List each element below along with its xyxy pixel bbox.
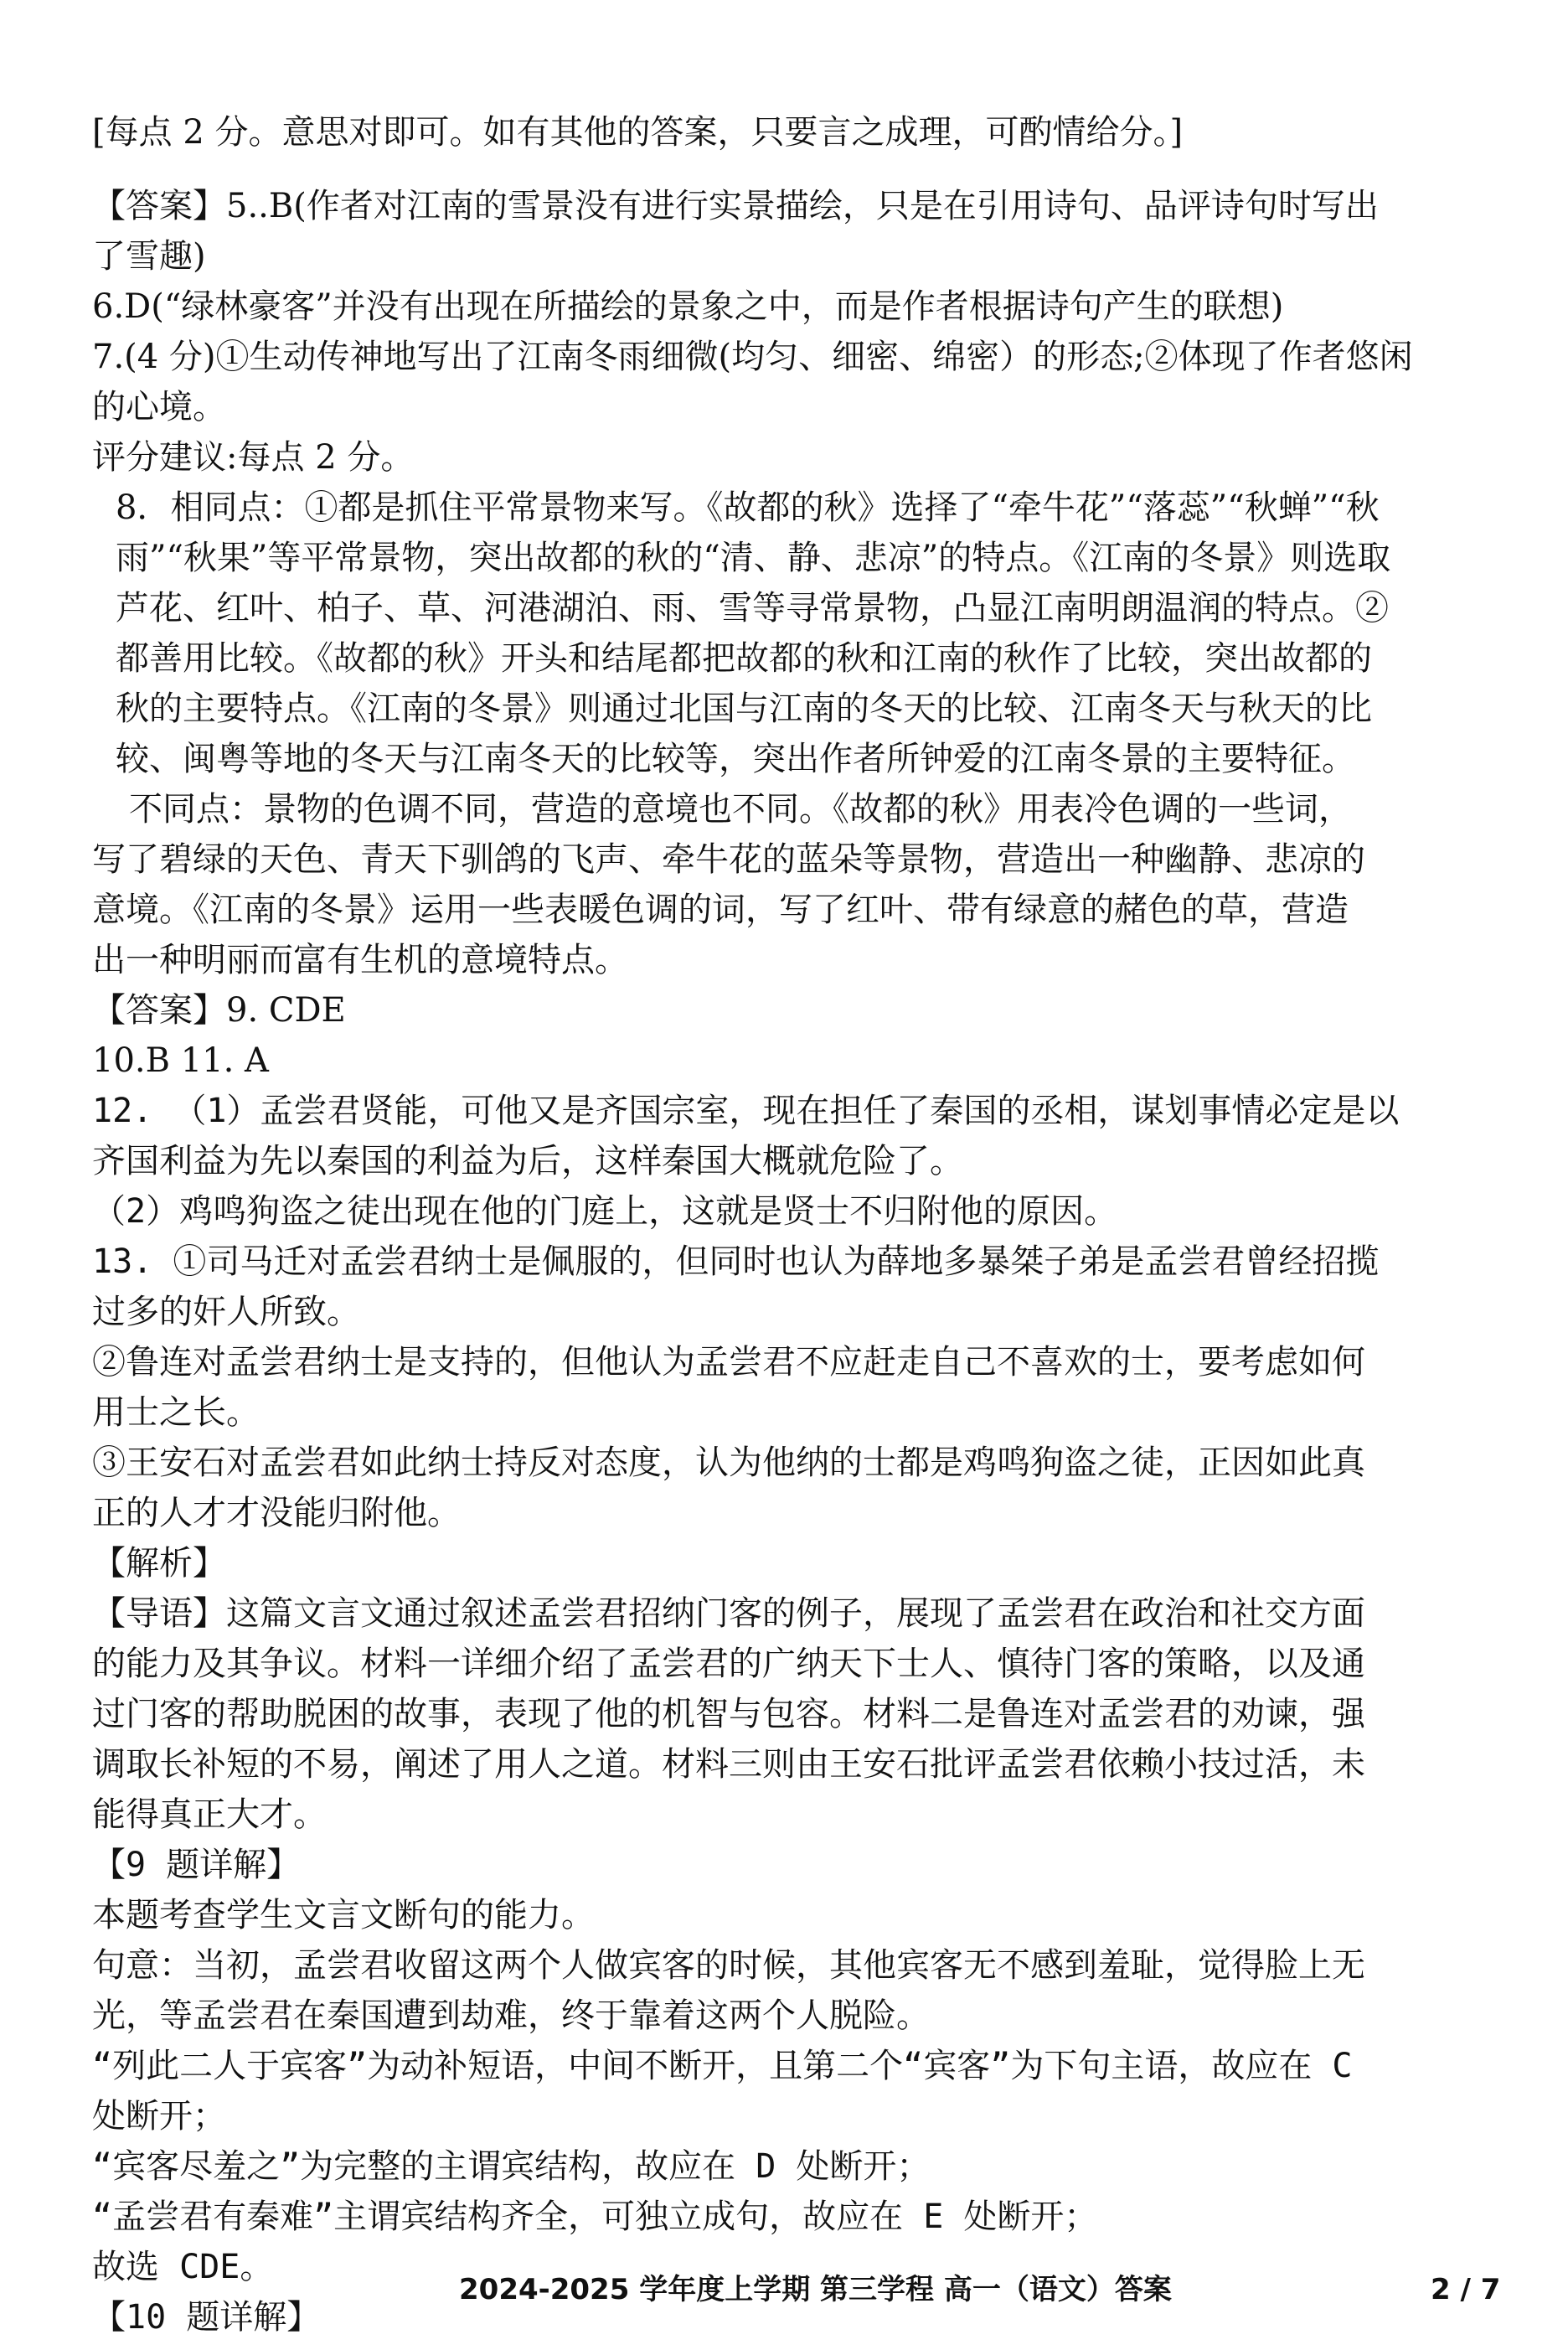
text-line: 秋的主要特点。《江南的冬景》则通过北国与江南的冬天的比较、江南冬天与秋天的比 [116,690,1372,728]
text-line: 用士之长。 [92,1393,260,1432]
text-line: 8．相同点：①都是抓住平常景物来写。《故都的秋》选择了“牵牛花”“落蕊”“秋蝉”“秋 [116,488,1380,527]
text-line: 【答案】5..B(作者对江南的雪景没有进行实景描绘，只是在引用诗句、品评诗句时写出 [92,187,1379,225]
text-line: 较、闽粤等地的冬天与江南冬天的比较等，突出作者所钟爱的江南冬景的主要特征。 [116,740,1355,778]
page-number: 2 / 7 [1431,2273,1501,2306]
text-line: 处断开； [92,2097,226,2136]
text-line: [每点 2 分。意思对即可。如有其他的答案，只要言之成理，可酌情给分。] [92,113,1184,152]
text-line: 都善用比较。《故都的秋》开头和结尾都把故都的秋和江南的秋作了比较，突出故都的 [116,639,1372,678]
text-line: 正的人才才没能归附他。 [92,1494,461,1532]
text-line: 【解析】 [92,1544,226,1583]
text-line: 评分建议:每点 2 分。 [92,438,415,477]
text-line: ③王安石对孟尝君如此纳士持反对态度，认为他纳的士都是鸡鸣狗盗之徒，正因如此真 [92,1444,1365,1482]
text-line: 能得真正大才。 [92,1795,327,1834]
text-line: 不同点：景物的色调不同，营造的意境也不同。《故都的秋》用表冷色调的一些词， [129,790,1352,829]
text-line: 光，等孟尝君在秦国遭到劫难，终于靠着这两个人脱险。 [92,1996,930,2035]
text-line: 调取长补短的不易，阐述了用人之道。材料三则由王安石批评孟尝君依赖小技过活，未 [92,1745,1365,1784]
text-line: 出一种明丽而富有生机的意境特点。 [92,941,628,979]
text-line: 【9 题详解】 [92,1846,301,1884]
text-line: 写了碧绿的天色、青天下驯鸽的飞声、牵牛花的蓝朵等景物，营造出一种幽静、悲凉的 [92,840,1365,879]
text-line: 芦花、红叶、柏子、草、河港湖泊、雨、雪等寻常景物，凸显江南明朗温润的特点。② [116,589,1389,628]
text-line: 意境。《江南的冬景》运用一些表暖色调的词，写了红叶、带有绿意的赭色的草，营造 [92,891,1349,929]
answer-page-body [92,107,1499,2342]
text-line: 【10 题详解】 [92,2298,321,2337]
text-line: 过多的奸人所致。 [92,1293,360,1331]
text-line: 的能力及其争议。材料一详细介绍了孟尝君的广纳天下士人、慎待门客的策略，以及通 [92,1645,1365,1683]
text-line: 【导语】这篇文言文通过叙述孟尝君招纳门客的例子，展现了孟尝君在政治和社交方面 [92,1594,1365,1633]
text-line: 了雪趣) [92,237,206,276]
text-line: “宾客尽羞之”为完整的主谓宾结构，故应在 D 处断开； [92,2147,931,2186]
text-line: “孟尝君有秦难”主谓宾结构齐全，可独立成句，故应在 E 处断开； [92,2198,1098,2236]
text-line: 齐国利益为先以秦国的利益为后，这样秦国大概就危险了。 [92,1142,963,1180]
text-line: ②鲁连对孟尝君纳士是支持的，但他认为孟尝君不应赶走自己不喜欢的士，要考虑如何 [92,1343,1365,1382]
text-line: 12. （1）孟尝君贤能，可他又是齐国宗室，现在担任了秦国的丞相，谋划事情必定是以 [92,1092,1400,1130]
text-line: 的心境。 [92,388,226,426]
text-line: 13. ①司马迁对孟尝君纳士是佩服的，但同时也认为薛地多暴桀子弟是孟尝君曾经招揽 [92,1242,1380,1281]
text-line: 句意：当初，孟尝君收留这两个人做宾客的时候，其他宾客无不感到羞耻，觉得脸上无 [92,1946,1365,1985]
text-line: 【答案】9. CDE [92,991,346,1030]
text-line: 雨”“秋果”等平常景物，突出故都的秋的“清、静、悲凉”的特点。《江南的冬景》则选取 [116,539,1391,577]
text-line: （2）鸡鸣狗盗之徒出现在他的门庭上，这就是贤士不归附他的原因。 [92,1192,1118,1231]
footer-title: 2024-2025 学年度上学期 第三学程 高一（语文）答案 [459,2273,1172,2306]
text-line: 10.B 11. A [92,1041,269,1080]
text-line: “列此二人于宾客”为动补短语，中间不断开，且第二个“宾客”为下句主语，故应在 C [92,2047,1353,2085]
text-line: 本题考查学生文言文断句的能力。 [92,1896,595,1934]
text-line: 7.(4 分)①生动传神地写出了江南冬雨细微(均匀、细密、绵密）的形态;②体现了作者悠闲 [92,338,1413,376]
text-line: 6.D(“绿林豪客”并没有出现在所描绘的景象之中，而是作者根据诗句产生的联想) [92,287,1284,326]
text-line: 故选 CDE。 [92,2248,274,2286]
text-line: 过门客的帮助脱困的故事，表现了他的机智与包容。材料二是鲁连对孟尝君的劝谏，强 [92,1695,1365,1733]
